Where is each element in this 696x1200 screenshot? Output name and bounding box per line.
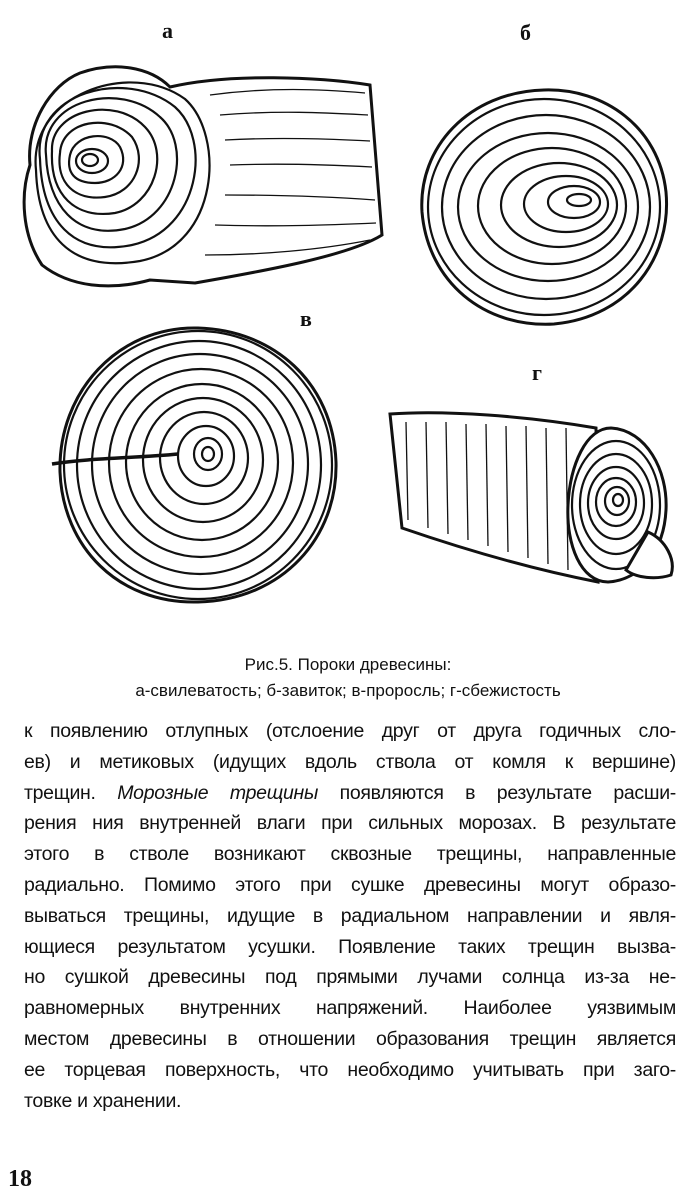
- page-number: 18: [8, 1166, 32, 1192]
- figure-label-g: г: [532, 360, 542, 385]
- text-line-5: этого в стволе возникают сквозные трещины, направленные: [24, 843, 676, 866]
- text-line-7: вываться трещины, идущие в радиальном направлении и явля-: [24, 904, 676, 927]
- text-line-3-rest: появляются в результате расши-: [339, 781, 676, 804]
- text-line-6: радиально. Помимо этого при сушке древесины могут образо-: [24, 873, 676, 896]
- text-line-13: товке и хранении.: [24, 1089, 182, 1112]
- text-line-12: ее торцевая поверхность, что необходимо учитывать при заго-: [24, 1058, 676, 1081]
- text-line-3: [24, 778, 676, 809]
- text-line-4-rest: ния внутренней влаги при сильных морозах. В результате: [92, 812, 676, 835]
- frost-cracks-term: Морозные трещины: [117, 781, 319, 804]
- text-line-2: ев) и метиковых (идущих вдоль ствола от комля к вершине): [24, 750, 676, 773]
- text-line-9: но сушкой древесины под прямыми лучами солнца из-за не-: [24, 966, 676, 989]
- figure-caption-items: а-свилеватость; б-завиток; в-проросль; г-сбежистость: [135, 681, 561, 700]
- text-line-4: [24, 808, 676, 839]
- figure-label-a: а: [162, 18, 173, 43]
- body-text: [24, 716, 676, 1116]
- figure-caption-title: Рис.5. Пороки древесины:: [244, 655, 452, 674]
- text-line-3-start: трещин.: [24, 781, 96, 804]
- text-line-8: ющиеся результатом усушки. Появление таких трещин вызва-: [24, 935, 676, 958]
- figure-label-b: б: [520, 20, 531, 45]
- drawing-v-ingrowth: [48, 322, 348, 607]
- drawing-b-curl: [414, 82, 674, 332]
- drawing-g-taper: [386, 400, 676, 610]
- text-line-1: к появлению отлупных (отслоение друг от друга годичных сло-: [24, 720, 676, 742]
- figure-label-v: в: [300, 306, 312, 331]
- text-line-11: местом древесины в отношении образования трещин является: [24, 1027, 676, 1050]
- drawing-a-log-swirl: [20, 55, 390, 295]
- text-line-10: равномерных внутренних напряжений. Наиболее уязвимым: [24, 997, 676, 1020]
- text-line-4-start: рения: [24, 812, 77, 835]
